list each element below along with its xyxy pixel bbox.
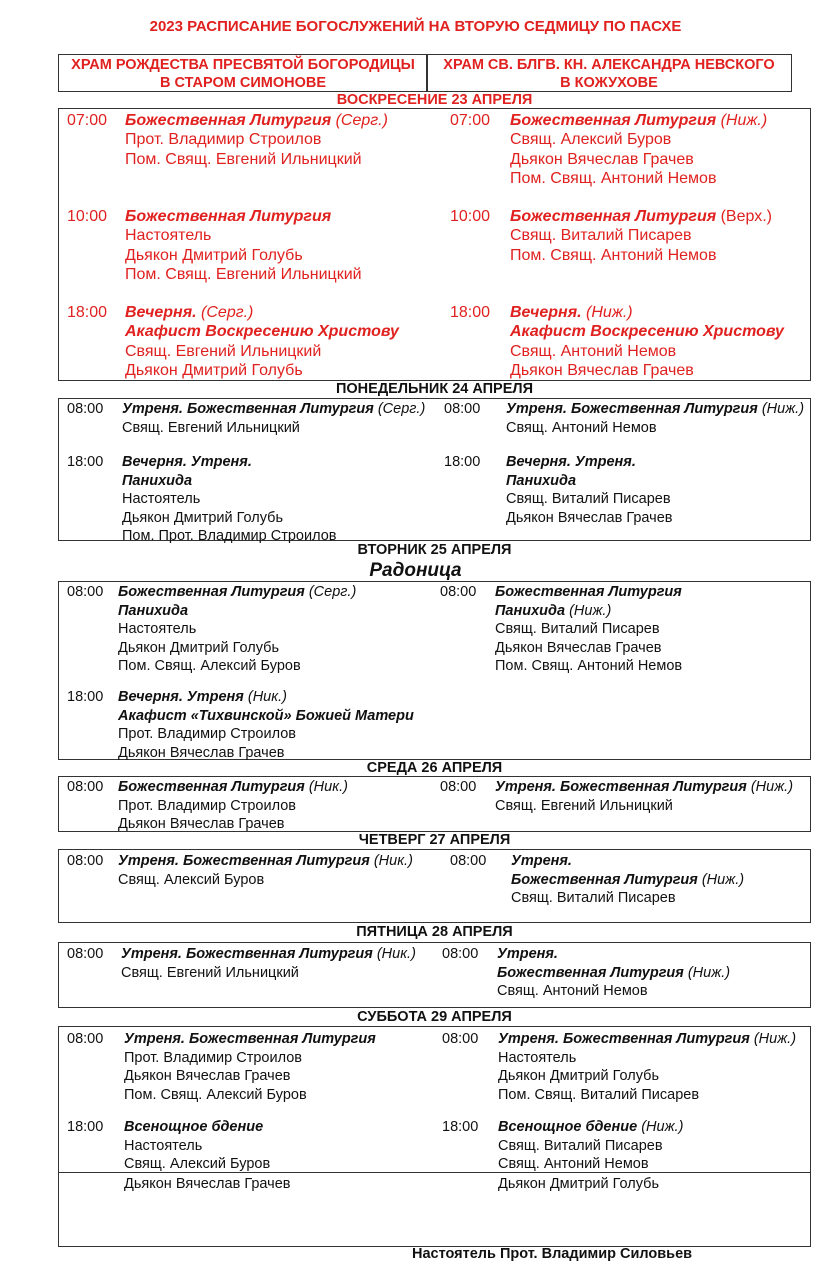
service-text: Божественная Литургия [497, 964, 684, 981]
service-line [118, 657, 356, 676]
service-name [125, 303, 399, 322]
service-time: 08:00 [67, 779, 104, 795]
service-text: (Серг.) [196, 304, 254, 321]
service-details [510, 207, 772, 265]
service-time: 18:00 [450, 304, 491, 321]
service-details [125, 207, 362, 284]
service-text: Свящ. Алексий Буров [510, 131, 672, 149]
service-text: Дьякон Дмитрий Голубь [125, 246, 303, 264]
service-text: (Серг.) [373, 401, 426, 417]
service-time: 08:00 [440, 779, 477, 795]
service-text: Свящ. Виталий Писарев [511, 890, 676, 906]
service-time: 07:00 [450, 112, 491, 129]
service-line [125, 342, 399, 361]
service-text: Акафист Воскресению Христову [125, 323, 399, 341]
service-text: Пом. Свящ. Виталий Писарев [498, 1086, 700, 1103]
service-line [125, 265, 362, 284]
service-details [510, 111, 767, 188]
service-text: Дьякон Дмитрий Голубь [118, 639, 280, 656]
service-line [498, 1049, 796, 1068]
footer-signature: Настоятель Прот. Владимир Силовьев [412, 1246, 693, 1262]
service-time: 08:00 [442, 946, 479, 962]
service-time: 08:00 [444, 401, 481, 417]
service-name [510, 303, 784, 322]
service-text: Свящ. Виталий Писарев [510, 227, 692, 245]
service-time: 08:00 [67, 584, 104, 600]
service-time: 18:00 [67, 454, 104, 470]
service-line [125, 246, 362, 265]
service-text: (Ниж.) [716, 112, 768, 129]
service-text: (Ниж.) [637, 1119, 684, 1135]
service-text: Дьякон Вячеслав Грачев [510, 361, 694, 379]
service-line [118, 602, 356, 621]
service-time: 08:00 [67, 401, 104, 417]
service-line [510, 322, 784, 341]
service-line [125, 226, 362, 245]
service-text: Утреня. Божественная Литургия [506, 401, 758, 417]
service-text: Прот. Владимир Строилов [118, 726, 296, 742]
day-heading-monday: ПОНЕДЕЛЬНИК 24 АПРЕЛЯ [335, 381, 533, 397]
church-right-line1: ХРАМ СВ. БЛГВ. КН. АЛЕКСАНДРА НЕВСКОГО [443, 57, 775, 73]
service-line [121, 964, 416, 983]
service-name [510, 111, 767, 130]
service-details [124, 1030, 376, 1104]
service-name [121, 945, 416, 964]
service-text: (Ниж.) [746, 779, 794, 795]
service-name [497, 945, 730, 964]
service-name [495, 778, 793, 797]
service-text: Дьякон Вячеслав Грачев [124, 1068, 291, 1084]
service-text: Пом. Прот. Владимир Строилов [122, 528, 337, 544]
service-text: Божественная Литургия [118, 779, 305, 795]
service-text: Свящ. Евгений Ильницкий [495, 797, 673, 814]
service-text: Свящ. Виталий Писарев [495, 621, 660, 637]
service-text: Дьякон Дмитрий Голубь [125, 361, 303, 379]
service-text: Панихида [506, 472, 577, 489]
service-text: Дьякон Дмитрий Голубь [498, 1068, 660, 1084]
service-text: Свящ. Алексий Буров [118, 871, 265, 888]
service-time: 18:00 [444, 454, 481, 470]
service-text: Вечерня. [510, 304, 582, 321]
service-time: 08:00 [67, 853, 104, 869]
service-name [506, 400, 804, 419]
service-line [124, 1175, 291, 1194]
service-line [495, 620, 682, 639]
service-text: (Серг.) [331, 112, 388, 129]
service-name [498, 1118, 683, 1137]
service-text: Настоятель [125, 227, 212, 245]
church-header-right [426, 54, 792, 92]
service-line [506, 490, 673, 509]
service-text: Панихида [122, 472, 193, 489]
service-text: Дьякон Вячеслав Грачев [118, 744, 285, 761]
service-text: Пом. Свящ. Антоний Немов [495, 658, 683, 674]
service-line [122, 509, 336, 528]
service-text: Свящ. Евгений Ильницкий [122, 419, 300, 436]
service-text: Божественная Литургия [510, 112, 717, 129]
service-name [122, 400, 425, 419]
day-heading-tuesday: ВТОРНИК 25 АПРЕЛЯ [357, 542, 512, 558]
service-text: Утреня. Божественная Литургия [122, 401, 374, 417]
service-name [506, 453, 673, 472]
service-line [124, 1049, 376, 1068]
service-text: Дьякон Вячеслав Грачев [510, 150, 694, 168]
service-text: Прот. Владимир Строилов [124, 1049, 302, 1066]
service-line [506, 419, 804, 438]
service-line [510, 361, 784, 380]
service-line [118, 871, 413, 890]
service-line [118, 620, 356, 639]
service-details [506, 453, 673, 527]
service-text: Свящ. Антоний Немов [498, 1156, 649, 1172]
service-text: Божественная Литургия [118, 584, 305, 600]
service-line [506, 509, 673, 528]
service-details [118, 583, 356, 676]
service-text: Вечерня. [125, 304, 197, 321]
service-text: (Ник.) [304, 779, 348, 795]
service-details [118, 778, 348, 834]
service-name [118, 852, 413, 871]
service-details [495, 778, 793, 815]
service-name [118, 583, 356, 602]
service-line [510, 169, 767, 188]
service-details [495, 583, 682, 676]
service-line [122, 527, 336, 546]
service-text: (Ниж.) [697, 871, 745, 888]
service-line [506, 472, 673, 491]
service-name [125, 111, 388, 130]
service-text: Всенощное бдение [124, 1119, 264, 1135]
service-text: Свящ. Антоний Немов [510, 342, 677, 360]
service-text: Свящ. Евгений Ильницкий [121, 964, 299, 981]
service-line [498, 1067, 796, 1086]
service-time: 18:00 [67, 304, 108, 321]
service-line [125, 322, 399, 341]
day-heading-saturday: СУББОТА 29 АПРЕЛЯ [357, 1009, 512, 1025]
service-time: 07:00 [67, 112, 108, 129]
church-left-line1: ХРАМ РОЖДЕСТВА ПРЕСВЯТОЙ БОГОРОДИЦЫ [71, 57, 415, 73]
service-line [122, 472, 336, 491]
service-line [125, 150, 388, 169]
service-text: (Ниж.) [581, 304, 633, 321]
service-text: (Ниж.) [683, 964, 731, 981]
service-text: Настоятель [122, 491, 201, 507]
service-line [510, 150, 767, 169]
service-name [510, 207, 772, 226]
service-line [125, 361, 399, 380]
church-left-line2: В СТАРОМ СИМОНОВЕ [159, 75, 327, 91]
day-heading-thursday: ЧЕТВЕРГ 27 АПРЕЛЯ [358, 832, 511, 848]
service-text: Настоятель [118, 621, 197, 637]
service-text: Свящ. Виталий Писарев [498, 1137, 663, 1154]
service-line [118, 725, 414, 744]
service-line [511, 889, 744, 908]
service-text: Пом. Свящ. Евгений Ильницкий [125, 150, 362, 168]
service-text: Прот. Владимир Строилов [125, 131, 322, 149]
service-text: Божественная Литургия [125, 112, 332, 129]
service-text: Божественная Литургия [510, 208, 717, 225]
service-text: (Ниж.) [757, 401, 805, 417]
service-time: 08:00 [450, 853, 487, 869]
service-details [511, 852, 744, 908]
service-text: Вечерня. Утреня. [506, 454, 636, 470]
radonitsa-subtitle: Радоница [369, 560, 462, 581]
service-text: Панихида [495, 602, 566, 619]
service-name [118, 778, 348, 797]
service-line [118, 815, 348, 834]
service-name [118, 688, 414, 707]
service-line [511, 871, 744, 890]
service-line [118, 707, 414, 726]
service-text: Свящ. Антоний Немов [497, 983, 648, 999]
service-name [122, 453, 336, 472]
service-text: Дьякон Дмитрий Голубь [122, 509, 284, 526]
service-details [497, 945, 730, 1001]
service-text: Пом. Свящ. Антоний Немов [510, 246, 717, 264]
day-heading-friday: ПЯТНИЦА 28 АПРЕЛЯ [356, 924, 513, 940]
service-details [124, 1118, 291, 1193]
service-details [125, 303, 399, 380]
service-text: Настоятель [498, 1049, 577, 1066]
service-line [124, 1155, 291, 1174]
service-line [125, 130, 388, 149]
service-text: Настоятель [124, 1137, 203, 1154]
service-details [121, 945, 416, 982]
service-line [498, 1175, 683, 1194]
service-text: Божественная Литургия [511, 871, 698, 888]
service-text: Свящ. Виталий Писарев [506, 491, 671, 507]
service-details [506, 400, 804, 437]
service-text: (Ник.) [372, 946, 416, 962]
service-line [118, 744, 414, 763]
service-name [498, 1030, 796, 1049]
page-title: 2023 РАСПИСАНИЕ БОГОСЛУЖЕНИЙ НА ВТОРУЮ СЕДМИЦУ ПО ПАСХЕ [149, 18, 682, 35]
service-text: Панихида [118, 602, 189, 619]
service-text: (Ниж.) [749, 1031, 797, 1047]
service-line [497, 964, 730, 983]
service-text: (Верх.) [716, 208, 772, 225]
church-header-left [58, 54, 428, 92]
service-details [122, 453, 336, 546]
service-text: Утреня. Божественная Литургия [118, 853, 370, 869]
service-line [495, 602, 682, 621]
service-text: Утреня. Божественная Литургия [121, 946, 373, 962]
service-details [122, 400, 425, 437]
service-name [511, 852, 744, 871]
service-text: Утреня. Божественная Литургия [495, 779, 747, 795]
service-line [495, 657, 682, 676]
service-line [510, 130, 767, 149]
service-time: 08:00 [442, 1031, 479, 1047]
service-text: Пом. Свящ. Алексий Буров [118, 658, 301, 674]
service-text: Дьякон Вячеслав Грачев [118, 816, 285, 832]
service-text: Пом. Свящ. Алексий Буров [124, 1086, 307, 1103]
service-name [124, 1118, 291, 1137]
service-text: Утреня. [511, 853, 572, 869]
church-right-line2: В КОЖУХОВЕ [560, 75, 658, 91]
service-line [498, 1155, 683, 1174]
service-details [118, 688, 414, 762]
service-name [495, 583, 682, 602]
service-text: Акафист Воскресению Христову [510, 323, 784, 341]
service-text: Свящ. Антоний Немов [506, 419, 657, 436]
service-text: Пом. Свящ. Антоний Немов [510, 169, 717, 187]
service-line [498, 1086, 796, 1105]
service-line [497, 982, 730, 1001]
service-text: Утреня. Божественная Литургия [124, 1031, 376, 1047]
service-details [118, 852, 413, 889]
service-text: Дьякон Дмитрий Голубь [498, 1175, 660, 1192]
service-text: (Ниж.) [565, 602, 612, 619]
service-name [125, 207, 362, 226]
service-text: Утреня. Божественная Литургия [498, 1031, 750, 1047]
service-text: Утреня. [497, 946, 558, 962]
service-text: Прот. Владимир Строилов [118, 797, 296, 814]
service-text: Дьякон Вячеслав Грачев [124, 1175, 291, 1192]
service-time: 08:00 [67, 946, 104, 962]
service-text: Дьякон Вячеслав Грачев [495, 639, 662, 656]
service-line [498, 1137, 683, 1156]
service-line [118, 639, 356, 658]
service-line [124, 1067, 376, 1086]
service-line [122, 490, 336, 509]
service-text: Пом. Свящ. Евгений Ильницкий [125, 265, 362, 283]
service-name [124, 1030, 376, 1049]
service-line [495, 639, 682, 658]
service-line [118, 797, 348, 816]
service-text: Вечерня. Утреня [118, 689, 244, 705]
service-text: (Серг.) [304, 584, 357, 600]
service-line [495, 797, 793, 816]
service-details [498, 1030, 796, 1104]
service-line [122, 419, 425, 438]
service-line [510, 246, 772, 265]
service-text: Акафист «Тихвинской» Божией Матери [118, 707, 414, 724]
service-text: Дьякон Вячеслав Грачев [506, 509, 673, 526]
service-time: 10:00 [67, 208, 108, 225]
service-text: Свящ. Евгений Ильницкий [125, 342, 322, 360]
service-line [124, 1137, 291, 1156]
service-time: 18:00 [67, 1119, 104, 1135]
service-text: Божественная Литургия [495, 584, 682, 600]
service-line [510, 342, 784, 361]
service-time: 10:00 [450, 208, 491, 225]
service-text: Всенощное бдение [498, 1119, 638, 1135]
service-text: (Ник.) [369, 853, 413, 869]
service-text: Свящ. Алексий Буров [124, 1156, 271, 1172]
day-heading-sunday: ВОСКРЕСЕНИЕ 23 АПРЕЛЯ [336, 92, 533, 108]
day-heading-wednesday: СРЕДА 26 АПРЕЛЯ [366, 760, 503, 776]
service-text: Вечерня. Утреня. [122, 454, 252, 470]
service-details [125, 111, 388, 169]
service-line [510, 226, 772, 245]
service-line [124, 1086, 376, 1105]
service-time: 18:00 [442, 1119, 479, 1135]
service-text: Божественная Литургия [125, 208, 332, 225]
service-details [498, 1118, 683, 1193]
service-time: 08:00 [67, 1031, 104, 1047]
service-text: (Ник.) [243, 689, 287, 705]
service-details [510, 303, 784, 380]
service-time: 08:00 [440, 584, 477, 600]
service-time: 18:00 [67, 689, 104, 705]
